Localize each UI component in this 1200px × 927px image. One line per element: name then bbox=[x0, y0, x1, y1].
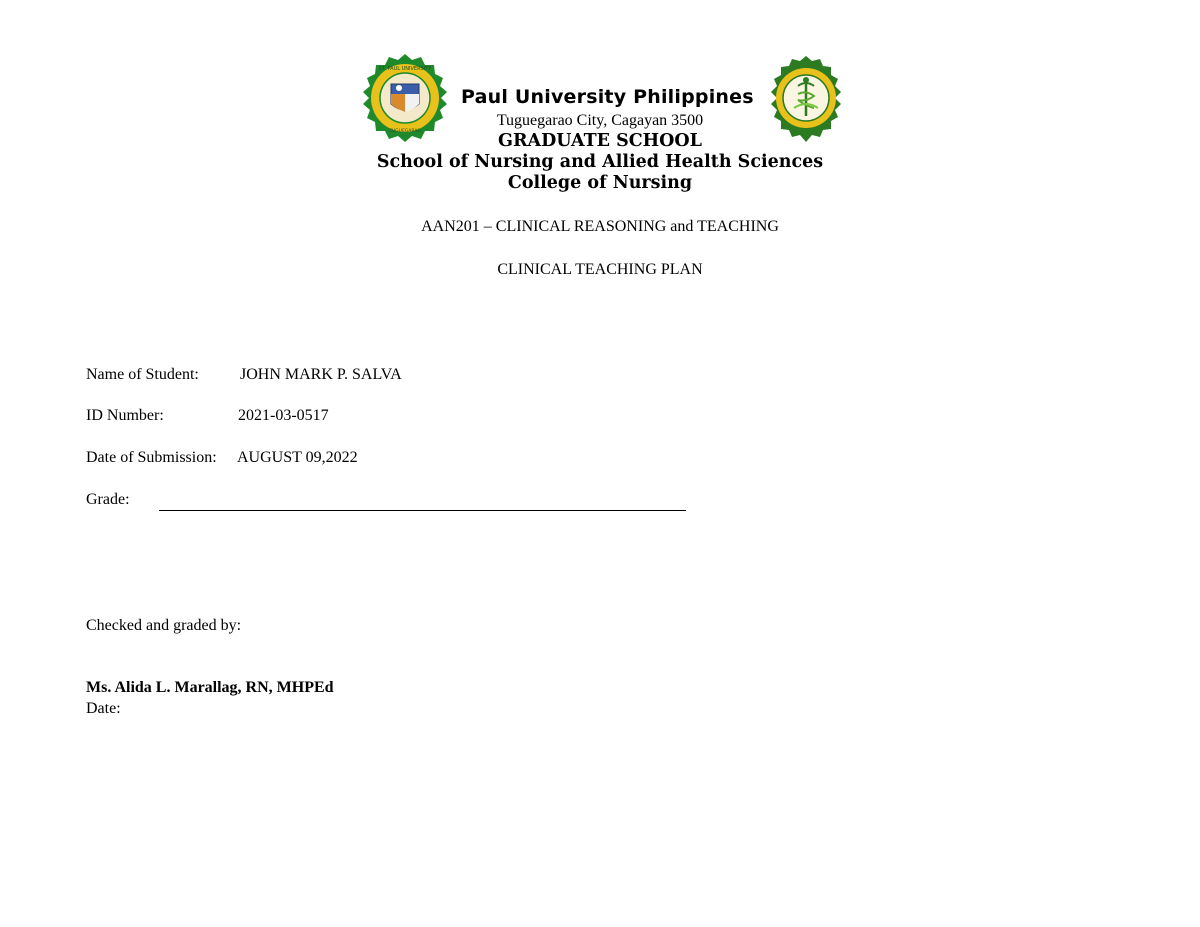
id-number-label: ID Number: bbox=[86, 407, 164, 424]
college-heading: College of Nursing bbox=[507, 173, 693, 193]
grade-label: Grade: bbox=[86, 491, 130, 508]
grader-name: Ms. Alida L. Marallag, RN, MHPEd bbox=[86, 679, 334, 696]
university-name: Paul University Philippines bbox=[461, 86, 754, 108]
student-name-label: Name of Student: bbox=[86, 366, 199, 383]
graduate-school-heading: GRADUATE SCHOOL bbox=[498, 131, 702, 151]
document-title: CLINICAL TEACHING PLAN bbox=[497, 261, 703, 278]
svg-text:TUGUEGARAO: TUGUEGARAO bbox=[389, 129, 421, 134]
id-number-value: 2021-03-0517 bbox=[238, 407, 329, 424]
grade-blank-line bbox=[159, 510, 686, 511]
student-name-value: JOHN MARK P. SALVA bbox=[240, 366, 402, 383]
submission-date-label: Date of Submission: bbox=[86, 449, 217, 466]
signoff-date-label: Date: bbox=[86, 700, 121, 717]
department-heading: School of Nursing and Allied Health Sciences bbox=[376, 152, 824, 172]
svg-text:ST. PAUL UNIVERSITY: ST. PAUL UNIVERSITY bbox=[378, 66, 432, 72]
course-title: AAN201 – CLINICAL REASONING and TEACHING bbox=[421, 218, 779, 235]
university-address: Tuguegarao City, Cagayan 3500 bbox=[496, 112, 704, 129]
checked-by-label: Checked and graded by: bbox=[86, 617, 242, 634]
submission-date-value: AUGUST 09,2022 bbox=[237, 449, 358, 466]
